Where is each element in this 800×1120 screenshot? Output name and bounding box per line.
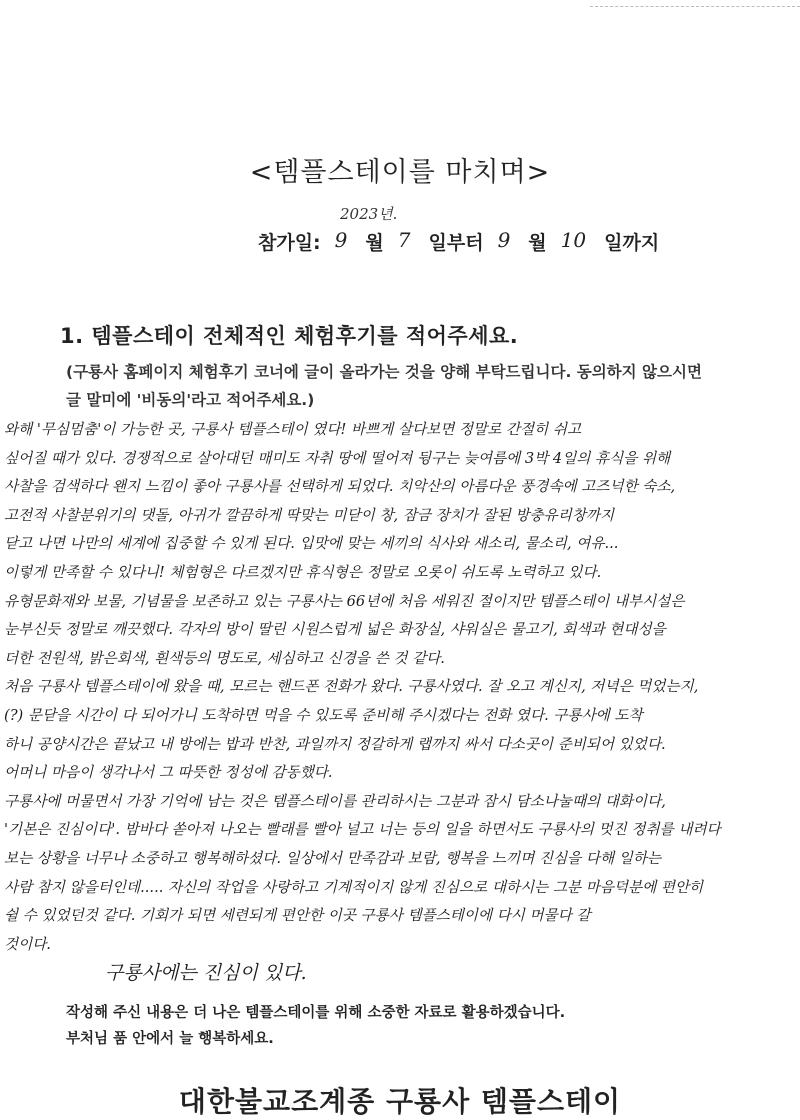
essay-line: '기본은 진심이다'. 밤바다 쏟아져 나오는 빨래를 빨아 널고 너는 등의 일을 하면서도 구룡사의 멋진 정취를 내려다 [4,821,721,839]
essay-line: 눈부신듯 정말로 깨끗했다. 각자의 방이 딸린 시원스럽게 넓은 화장실, 샤워실은 물고기, 회색과 현대성을 [4,621,666,639]
question-note: (구룡사 홈페이지 체험후기 코너에 글이 올라가는 것을 양해 부탁드립니다. 동의하지 않으시면 글 말미에 '비동의'라고 적어주세요.) [66,363,702,409]
essay-line: (?) 문닫을 시간이 다 되어가니 도착하면 먹을 수 있도록 준비해 주시겠다는 전화 였다. 구룡사에 도착 [4,707,643,724]
start-month: 9 [334,228,348,252]
essay-line: 닫고 나면 나만의 세계에 집중할 수 있게 된다. 입맛에 맞는 세끼의 식사와 새소리, 물소리, 여유... [4,535,619,553]
essay-line: 고전적 사찰분위기의 댓돌, 아귀가 깔끔하게 딱맞는 미닫이 창, 잠금 장치가 잘된 방충유리창까지 [4,506,615,524]
essay-line: 하니 공양시간은 끝났고 내 방에는 밥과 반찬, 과일까지 정갈하게 랩까지 싸서 다소곳이 준비되어 있었다. [4,735,666,753]
organization-name: 대한불교조계종 구룡사 템플스테이 [178,1085,622,1118]
month-unit: 월 [365,232,384,254]
start-day: 7 [397,228,411,252]
essay-line: 이렇게 만족할 수 있다니! 체험형은 다르겠지만 휴식형은 정말로 오롯이 쉬도록 노력하고 있다. [4,564,602,581]
to-label: 일까지 [604,232,660,254]
essay-line: 것이다. [4,935,51,953]
essay-line: 사람 참지 않을터인데..... 자신의 작업을 사랑하고 기계적이지 않게 진심으로 대하시는 그분 마음덕분에 편안히 [4,878,704,896]
month-unit-2: 월 [528,232,547,254]
essay-line: 처음 구룡사 템플스테이에 왔을 때, 모르는 핸드폰 전화가 왔다. 구룡사였다. 잘 오고 계신지, 저녁은 먹었는지, [4,678,699,696]
essay-line: 싶어질 때가 있다. 경쟁적으로 살아대던 매미도 자취 땅에 떨어져 뒹구는 늦여름에 3박 4일의 휴식을 위해 [4,449,671,467]
question-title: 1. 템플스테이 전체적인 체험후기를 적어주세요. [60,324,519,348]
handwritten-signoff: 구룡사에는 진심이 있다. [105,962,307,984]
essay-line: 구룡사에 머물면서 가장 기억에 남는 것은 템플스테이를 관리하시는 그분과 잠시 담소나눌때의 대화이다, [4,792,666,810]
essay-line: 와해 '무심멈춤'이 가능한 곳, 구룡사 템플스테이 였다! 바쁘게 살다보면 정말로 간절히 쉬고 [4,421,582,438]
end-month: 9 [497,228,511,252]
dates-label: 참가일: [258,232,321,254]
footer-line: 작성해 주신 내용은 더 나은 템플스테이를 위해 소중한 자료로 활용하겠습니다. [66,1005,566,1021]
document-title: <템플스테이를 마치며> [249,157,551,188]
participation-dates [258,228,659,255]
end-day: 10 [560,228,587,252]
handwritten-year: 2023년. [340,205,398,223]
essay-line: 유형문화재와 보물, 기념물을 보존하고 있는 구룡사는 66년에 처음 세워진 절이지만 템플스테이 내부시설은 [4,592,685,610]
essay-line: 더한 전원색, 밝은회색, 흰색등의 명도로, 세심하고 신경을 쓴 것 같다. [4,649,445,667]
footer-note [66,1000,565,1052]
essay-line: 쉴 수 있었던것 같다. 기회가 되면 세련되게 편안한 이곳 구룡사 템플스테이에 다시 머물다 갈 [4,907,591,925]
essay-line: 보는 상황을 너무나 소중하고 행복해하셨다. 일상에서 만족감과 보람, 행복을 느끼며 진심을 다해 일하는 [4,850,662,867]
essay-line: 사찰을 검색하다 왠지 느낌이 좋아 구룡사를 선택하게 되었다. 치악산의 아름다운 풍경속에 고즈넉한 숙소, [4,478,676,496]
footer-line: 부처님 품 안에서 늘 행복하세요. [66,1031,274,1047]
from-label: 일부터 [428,232,484,254]
scan-edge-line [590,6,800,7]
essay-line: 어머니 마음이 생각나서 그 따뜻한 정성에 감동했다. [4,764,333,782]
